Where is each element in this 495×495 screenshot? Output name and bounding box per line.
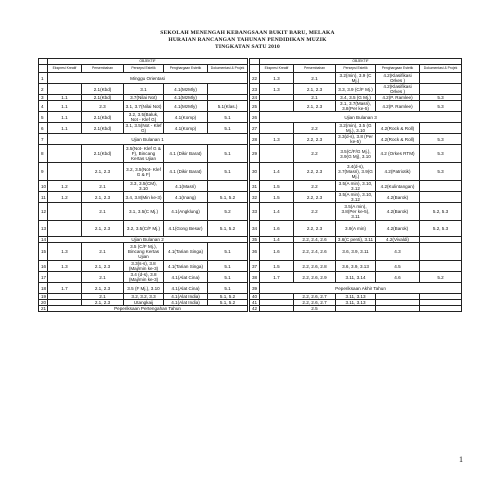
aesthetic-appreciation-cell: 4.1 (Dikir Barat) [164,145,208,163]
table-row [39,261,248,272]
table-row [250,306,462,312]
documentation-cell [420,306,462,312]
performance-cell: 2.1(Kbd) [82,84,124,95]
aesthetic-perception-cell [336,306,376,312]
week-number: 15 [39,243,48,261]
week-number: 10 [39,181,48,192]
documentation-cell [420,73,462,84]
aesthetic-appreciation-cell: 4.1(Komp) [164,112,208,123]
performance-cell: 2.2, 2.4, 2.6 [294,243,336,261]
performance-cell: 2.1, 2.3 [82,163,124,181]
week-number: 5 [39,112,48,123]
aesthetic-perception-cell: 3.4, 3.8(Min ke-3) [124,192,164,203]
aesthetic-appreciation-header: Penghargaan Estetik [164,65,208,73]
week-number: 9 [39,163,48,181]
aesthetic-appreciation-cell: 4.1(Komp) [164,123,208,134]
plan-title: HURAIAN RANCANGAN TAHUNAN PENDIDIKAN MUZIK [168,37,327,43]
aesthetic-perception-cell: 3.3(s-s), 3.8 (Maj/min ke-3) [124,261,164,272]
table-row [39,243,248,261]
documentation-cell [420,181,462,192]
aesthetic-appreciation-cell: 4.2(Vivaldi) [376,237,420,243]
aesthetic-appreciation-cell: 4.1(Tarian Singa) [164,261,208,272]
documentation-cell [208,181,248,192]
documentation-cell: 5.3 [420,163,462,181]
documentation-cell: 5.1 [208,112,248,123]
performance-cell: 2.2 [294,181,336,192]
week-number: 37 [250,261,260,272]
objective-group-header: OBJEKTIF [260,59,462,65]
table-row [250,163,462,181]
objective-group-header: OBJEKTIF [48,59,248,65]
performance-cell: 2.2 [294,203,336,221]
table-row [39,134,248,145]
documentation-cell: 5.1, 5.2 [208,294,248,300]
form-year-title: TINGKATAN SATU 2010 [215,44,280,50]
creative-expression-cell [48,272,82,283]
documentation-cell: 5.1 [208,283,248,294]
aesthetic-perception-cell: 3.2(min), 3.5 (G Mj.), 3.10 [336,123,376,134]
performance-cell: 2.1(Kbd) [82,123,124,134]
creative-expression-cell [260,123,294,134]
creative-expression-cell [260,101,294,112]
performance-cell: 2.1, 2.3 [82,261,124,272]
performance-cell: 2.1, 2.3 [294,84,336,95]
performance-cell: 2.1, 2.3 [294,101,336,112]
page-number: 1 [459,455,463,464]
table-row [250,181,462,192]
documentation-cell [420,192,462,203]
aesthetic-appreciation-cell: 4.1(Inang) [164,192,208,203]
creative-expression-cell: 1.3 [260,134,294,145]
aesthetic-appreciation-cell: 4.2(Barok) [376,221,420,237]
week-number: 23 [250,84,260,95]
aesthetic-perception-cell: 3.1, 3.7(Masri), 3.8(Per ke-5) [336,101,376,112]
aesthetic-perception-cell: 3.6, 3.9, 3.13 [336,261,376,272]
week-number: 4 [39,101,48,112]
documentation-cell: 5.2, 5.3 [420,203,462,221]
aesthetic-appreciation-cell: 4.1(Alat Cina) [164,272,208,283]
table-row [250,203,462,221]
aesthetic-perception-cell: 3.1, 3.7(Nilai Not) [124,101,164,112]
documentation-cell: 5.1 [208,145,248,163]
table-row [250,73,462,84]
school-title: SEKOLAH MENENGAH KEBANGSAAN BUKIT BARU, MELAKA [160,30,335,36]
week-number: 18 [39,283,48,294]
performance-cell: 2.1, 2.3 [82,300,124,306]
table-row [39,145,248,163]
creative-expression-cell: 1.5 [260,192,294,203]
column-header-row [39,65,248,73]
aesthetic-appreciation-cell: 4.1 (Dikir Barat) [164,163,208,181]
week-number: 8 [39,145,48,163]
week-number: 12 [39,203,48,221]
documentation-cell: 5.1 [208,123,248,134]
documentation-cell: 5.3 [420,134,462,145]
aesthetic-appreciation-cell: 4.2(Patriotik) [376,163,420,181]
week-header [250,65,260,73]
performance-cell: 2.1, 2.3 [82,283,124,294]
week-number: 40 [250,294,260,300]
table-row [250,243,462,261]
creative-expression-cell [260,145,294,163]
aesthetic-appreciation-cell: 4.2 (Orkes RTM) [376,145,420,163]
performance-cell: 2.1 [82,203,124,221]
table-row [250,272,462,283]
performance-cell: 2.2 [294,145,336,163]
aesthetic-appreciation-cell: 4.2(Rock & Roll) [376,134,420,145]
documentation-cell: 5.1 [208,272,248,283]
performance-cell: 2.1, 2.3 [82,221,124,237]
week-number: 24 [250,95,260,101]
performance-cell: 2.2, 2.3 [294,134,336,145]
table-row [250,283,462,294]
table-row [39,112,248,123]
creative-expression-cell: 1.3 [260,84,294,95]
aesthetic-perception-cell: 3.11, 3.14 [336,272,376,283]
creative-expression-cell: 1.1 [48,123,82,134]
documentation-cell: 5.1, 5.2 [208,192,248,203]
week-number: 38 [250,272,260,283]
week-number: 21 [39,306,48,312]
aesthetic-appreciation-cell: 4.1(MzMly) [164,95,208,101]
creative-expression-cell: 1.4 [260,203,294,221]
table-row [250,261,462,272]
aesthetic-perception-cell: 3.2, 3.5(Baluk, Not - Klef G) [124,112,164,123]
aesthetic-appreciation-cell: 4.1(Gong Besar) [164,221,208,237]
week-number: 1 [39,73,48,84]
table-row [250,221,462,237]
creative-expression-cell [48,84,82,95]
aesthetic-appreciation-cell: 4.1(Alat Cina) [164,283,208,294]
creative-expression-cell [260,306,294,312]
plan-table-right [249,58,462,312]
performance-cell: 2.2, 2.6, 2.9 [294,272,336,283]
aesthetic-appreciation-cell: 4.2(Klasifikasi Orkes ) [376,84,420,95]
documentation-cell: 5.1 [208,243,248,261]
week-number: 34 [250,221,260,237]
creative-expression-cell: 1.6 [260,221,294,237]
documentation-cell: 5.3 [420,95,462,101]
performance-cell: 2.2, 2.3 [294,221,336,237]
aesthetic-perception-cell: 3.7(Nilai Not) [124,95,164,101]
table-row [250,112,462,123]
aesthetic-appreciation-cell: 4.3 [376,243,420,261]
documentation-cell: 5.2 [420,272,462,283]
aesthetic-perception-cell: 3.5(A min), 3.8(Per ke-5), 3.11 [336,203,376,221]
performance-cell: 2.2, 2.4, 2.6 [294,237,336,243]
week-number: 13 [39,221,48,237]
performance-cell: 2.1(Kbd) [82,145,124,163]
aesthetic-appreciation-header: Penghargaan Estetik [376,65,420,73]
aesthetic-perception-cell: 3.5(A min), 3.10, 3.12 [336,181,376,192]
week-number: 31 [250,181,260,192]
table-row [39,203,248,221]
documentation-cell: 5.3 [420,145,462,163]
creative-expression-cell: 1.7 [260,272,294,283]
performance-cell: 2.1 [82,294,124,300]
aesthetic-appreciation-cell: 4.1(Alat India) [164,294,208,300]
creative-expression-cell: 1.7 [48,283,82,294]
week-number: 2 [39,84,48,95]
plan-table-left [38,58,248,312]
creative-expression-cell: 1.4 [260,163,294,181]
performance-cell: 2.1 [82,243,124,261]
documentation-cell [208,84,248,95]
performance-cell: 2.2 [294,123,336,134]
performance-cell: 2.1 [82,181,124,192]
performance-cell: 2.3 [82,101,124,112]
aesthetic-perception-cell: 3.1, 3.5(C Mj.) [124,203,164,221]
event-label: Minggu Orientasi [48,73,248,84]
creative-expression-cell: 1.2 [48,192,82,203]
documentation-cell [420,84,462,95]
creative-expression-cell [48,163,82,181]
aesthetic-appreciation-cell: 4.2(Barok) [376,203,420,221]
documentation-cell [420,243,462,261]
creative-expression-cell [48,145,82,163]
aesthetic-appreciation-cell: 4.1(Angklung) [164,203,208,221]
performance-cell: 2.1 [294,95,336,101]
week-number: 20 [39,300,48,306]
aesthetic-appreciation-cell: 4.2(P. Ramlee) [376,101,420,112]
week-number: 3 [39,95,48,101]
week-number: 14 [39,237,48,243]
documentation-cell [420,123,462,134]
aesthetic-perception-cell: 3.3, 3.5(CM), 3.10 [124,181,164,192]
table-row [39,101,248,112]
performance-cell: 2.1 [294,73,336,84]
table-row [250,123,462,134]
aesthetic-perception-cell: 3.5 (F Mj.), 3.10 [124,283,164,294]
week-number: 7 [39,134,48,145]
event-label: Ujian Bulanan 2 [48,237,248,243]
week-number: 19 [39,294,48,300]
week-number: 27 [250,123,260,134]
table-row [39,163,248,181]
performance-cell: 2.2, 2.6, 2.7 [294,294,336,300]
documentation-header: Dokumentasi & Projek [208,65,248,73]
table-row [250,101,462,112]
aesthetic-perception-cell: 3.1, 3.5(Not - Klef G) [125,123,162,133]
column-header-row [250,65,462,73]
aesthetic-perception-cell: 3.5(C/F/G Mj.), 3.9(G Mj), 3.10 [336,145,376,163]
aesthetic-perception-cell: 3.11, 3.13 [336,294,376,300]
aesthetic-appreciation-cell: 4.1(Tarian Singa) [164,243,208,261]
creative-expression-cell: 1.4 [260,237,294,243]
week-number: 25 [250,101,260,112]
documentation-cell: 5.2 [208,203,248,221]
aesthetic-perception-header: Persepsi Estetik [124,65,164,73]
aesthetic-perception-cell: 3.2(min), 3.9 (C Mj.) [336,73,376,84]
aesthetic-perception-cell: Utangkaij [124,300,164,306]
week-number: 6 [39,123,48,134]
aesthetic-perception-cell: 3.5(Not- Klef G & F), Bincang Kertas Ujian [124,145,164,163]
aesthetic-appreciation-cell: 4.2(Klasifikasi Orkes ) [376,73,420,84]
aesthetic-appreciation-cell: 4.2(Barok) [376,192,420,203]
table-row [39,306,248,312]
aesthetic-appreciation-cell: 4.2(P. Ramlee) [376,95,420,101]
aesthetic-perception-cell: 3.2, 3.5(Not- Klef G & F) [124,163,164,181]
aesthetic-perception-cell: 3.3, 3.9 (C/F Mj.) [336,84,376,95]
aesthetic-perception-cell: 3.2, 3.2, 3.3 [124,294,164,300]
creative-expression-cell: 1.1 [48,112,82,123]
documentation-cell: 5.1, 5.2 [208,300,248,306]
aesthetic-appreciation-cell: 4.1(Alat India) [164,300,208,306]
event-label: Peperiksaan Pertengahan Tahun [48,306,248,312]
performance-header: Persembahan [294,65,336,73]
aesthetic-perception-cell: 3.6(C penti), 3.11 [336,237,376,243]
aesthetic-perception-cell: 3.11, 3.13 [336,300,376,306]
event-label: Ujian Bulanan 1 [48,134,248,145]
week-header [39,65,48,73]
documentation-cell [420,261,462,272]
documentation-cell: 5.1(Klas.) [208,101,248,112]
table-row [39,221,248,237]
week-number: 28 [250,134,260,145]
week-number: 35 [250,237,260,243]
week-number: 17 [39,272,48,283]
creative-expression-cell: 1.2 [48,181,82,192]
aesthetic-appreciation-cell: 4.1(MzMly) [164,84,208,95]
creative-expression-header: Ekspresi Kreatif [48,65,82,73]
week-number: 30 [250,163,260,181]
aesthetic-perception-cell: 3.5 (C/F Mj.), Bincang Kertas Ujian [124,243,164,261]
documentation-header: Dokumentasi & Projek [420,65,462,73]
creative-expression-cell: 1.3 [48,243,82,261]
aesthetic-perception-cell: 3.9(A min) [336,221,376,237]
aesthetic-appreciation-cell: 4.1(MzMly) [164,101,208,112]
aesthetic-perception-header: Persepsi Estetik [336,65,376,73]
table-row [39,192,248,203]
table-row [250,145,462,163]
performance-cell: 2.1 [82,272,124,283]
week-number: 32 [250,192,260,203]
week-number: 42 [250,306,260,312]
aesthetic-perception-cell: 3.1 [124,84,164,95]
table-row [39,283,248,294]
aesthetic-perception-cell: 3.6, 3.9, 3.11 [336,243,376,261]
creative-expression-cell [48,221,82,237]
performance-cell: 2.5 [294,306,336,312]
aesthetic-perception-cell: 3.4(d-s), 3.7(Masri), 3.9(G Mj.) [336,163,376,181]
week-number: 41 [250,300,260,306]
documentation-cell: 5.1, 5.2 [208,221,248,237]
table-row [39,123,248,134]
performance-cell: 2.1, 2.3 [82,192,124,203]
aesthetic-appreciation-cell: 4.2(Rock & Roll) [376,123,420,134]
creative-expression-cell: 1.6 [260,243,294,261]
performance-cell: 2.1(Kbd) [82,95,124,101]
performance-cell: 2.1(Kbd) [82,112,124,123]
creative-expression-cell: 1.1 [48,95,82,101]
table-row [39,181,248,192]
documentation-cell: 5.1 [208,261,248,272]
creative-expression-cell: 1.5 [260,181,294,192]
table-row [39,73,248,84]
creative-expression-cell: 1.3 [260,73,294,84]
week-number: 33 [250,203,260,221]
documentation-cell: 5.3 [420,101,462,112]
performance-cell: 2.2, 2.6, 2.7 [294,300,336,306]
aesthetic-appreciation-cell: 4.5 [376,261,420,272]
aesthetic-appreciation-cell: 4.1(Masri) [164,181,208,192]
performance-cell: 2.2, 2.6, 2.8 [294,261,336,272]
aesthetic-appreciation-cell [376,306,420,312]
event-label: Ujian Bulanan 3 [260,112,462,123]
week-number: 11 [39,192,48,203]
creative-expression-header: Ekspresi Kreatif [260,65,294,73]
table-row [39,272,248,283]
table-row [250,192,462,203]
week-number: 26 [250,112,260,123]
aesthetic-appreciation-cell: 4.6 [376,272,420,283]
documentation-cell: 5.1 [208,163,248,181]
aesthetic-perception-cell: 3.4, 3.5 (G Mj.) [336,95,376,101]
aesthetic-perception-cell: 3.2, 3.5(C/F Mj.) [124,221,164,237]
event-label: Peperiksaan Akhir Tahun [260,283,462,294]
performance-cell: 2.2, 2.3 [294,192,336,203]
creative-expression-cell: 1.5 [260,261,294,272]
table-row [250,134,462,145]
week-number: 39 [250,283,260,294]
creative-expression-cell: 1.3 [48,261,82,272]
table-row [39,84,248,95]
aesthetic-perception-cell: 3.4 (d-s), 3.8 (Maj/min ke-3) [124,272,164,283]
documentation-cell: 5.2, 5.3 [420,221,462,237]
aesthetic-appreciation-cell: 4.2(Kulintangan) [376,181,420,192]
performance-cell: 2.2, 2.3 [294,163,336,181]
aesthetic-perception-cell: 3.5(A min), 3.10, 3.12 [336,192,376,203]
creative-expression-cell [48,203,82,221]
creative-expression-cell: 1.1 [48,101,82,112]
week-number: 29 [250,145,260,163]
performance-header: Persembahan [82,65,124,73]
week-number: 36 [250,243,260,261]
table-row [250,84,462,95]
week-number: 16 [39,261,48,272]
aesthetic-perception-cell: 3.3(d-s), 3.8 (Per ke-5) [336,134,376,145]
week-number: 22 [250,73,260,84]
